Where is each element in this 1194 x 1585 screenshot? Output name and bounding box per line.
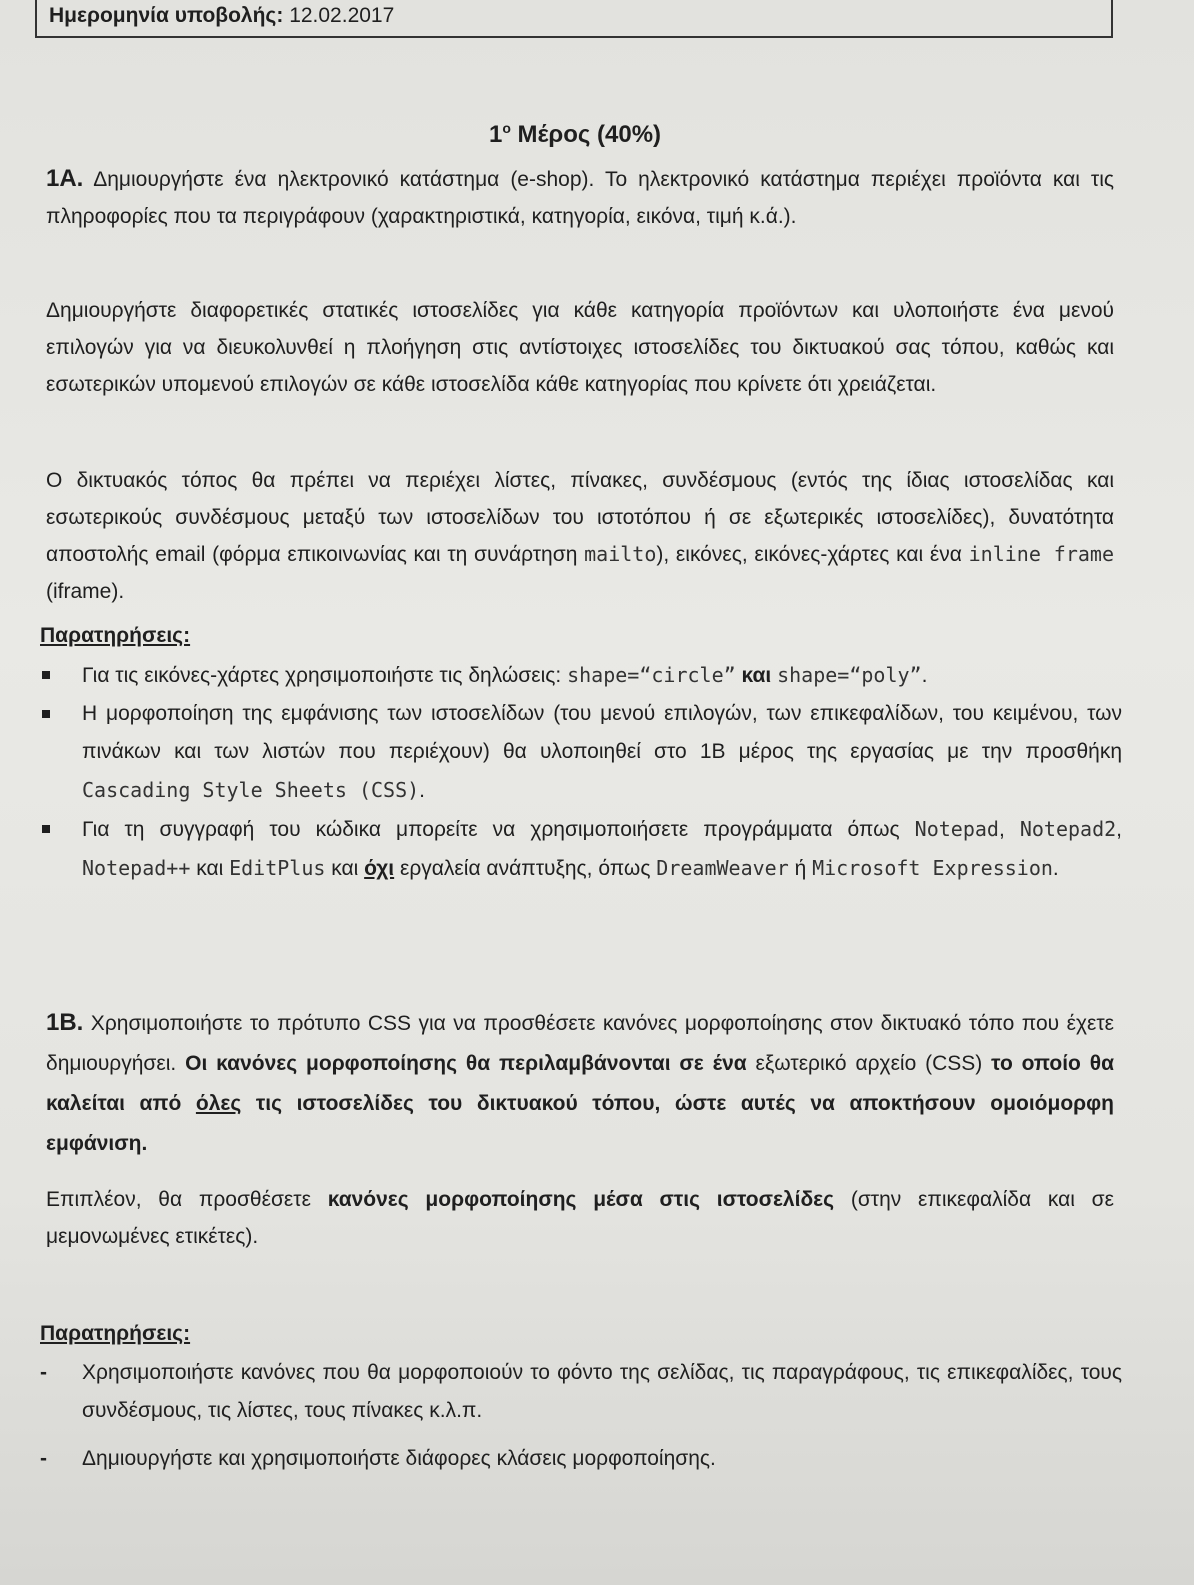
note-text: Για τις εικόνες-χάρτες χρησιμοποιήστε τις δηλώσεις: bbox=[82, 664, 568, 687]
section-1b-bold-2: το οποίο θα καλείται από bbox=[46, 1052, 1115, 1115]
section-1a-notes-title: Παρατηρήσεις: bbox=[40, 624, 191, 647]
section-1b-notes-list bbox=[40, 1354, 1122, 1478]
note-text: Η μορφοποίηση της εμφάνισης των ιστοσελίδων (του μενού επιλογών, των επικεφαλίδων, του κειμένου, των πινάκων και των λιστών που περιέχουν) θα υλοποιηθεί στο 1Β μέρος της εργασίας με την προσθήκη bbox=[82, 702, 1122, 763]
not-emphasis: όχι bbox=[364, 857, 395, 880]
note-text: και bbox=[190, 857, 230, 880]
para3-text-a: Ο δικτυακός τόπος θα πρέπει να περιέχει λίστες, πίνακες, συνδέσμους (εντός της ίδιας ιστοσελίδας και εσωτερικούς συνδέσμους μεταξύ των ιστοσελίδων του ιστοτόπου ή σε εξωτερικές ιστοσελίδες), δυνατότητα αποστολής email (φόρμα επικοινωνίας και τη συνάρτηση bbox=[46, 469, 1114, 566]
square-bullet-icon bbox=[42, 825, 50, 833]
mailto-code: mailto bbox=[584, 542, 657, 566]
part-title bbox=[0, 120, 1150, 149]
editplus-code: EditPlus bbox=[229, 856, 326, 880]
note-text: Για τη συγγραφή του κώδικα μπορείτε να χρησιμοποιήσετε προγράμματα όπως bbox=[82, 818, 915, 841]
inline-frame-code: inline frame bbox=[968, 542, 1114, 566]
section-1b-text-b: εξωτερικό αρχείο (CSS) bbox=[746, 1052, 992, 1075]
list-item bbox=[40, 695, 1122, 810]
note-text: εργαλεία ανάπτυξης, όπως bbox=[394, 857, 657, 880]
note-text: , bbox=[1116, 818, 1122, 841]
section-1a-paragraph-2: Δημιουργήστε διαφορετικές στατικές ιστοσελίδες για κάθε κατηγορία προϊόντων και υλοποιήστε ένα μενού επιλογών για να διευκολυνθεί η πλοήγηση στις αντίστοιχες ιστοσελίδες του δικτυακού σας τόπου, καθώς και εσωτερικών υπομενού επιλογών σε κάθε ιστοσελίδα κάθε κατηγορίας που κρίνετε ότι χρειάζεται. bbox=[46, 299, 1114, 396]
part-title-superscript: ο bbox=[502, 120, 511, 136]
notepadpp-code: Notepad++ bbox=[82, 856, 191, 880]
section-1a-notes-list bbox=[40, 656, 1122, 888]
part-title-number: 1 bbox=[488, 121, 503, 148]
section-1b-paragraph-2 bbox=[46, 1181, 1114, 1255]
note-text: . bbox=[419, 779, 425, 802]
css-code: Cascading Style Sheets (CSS) bbox=[82, 778, 420, 802]
section-1b-bold-3: τις ιστοσελίδες του δικτυακού τόπου, ώστε αυτές να αποκτήσουν ομοιόμορφη εμφάνιση. bbox=[46, 1092, 1114, 1155]
list-item bbox=[40, 1440, 1122, 1478]
submission-date-value: 12.02.2017 bbox=[289, 4, 395, 27]
dash-bullet-icon: - bbox=[40, 1447, 47, 1470]
para2-text-a: Επιπλέον, θα προσθέσετε bbox=[46, 1188, 328, 1211]
note-text: . bbox=[1052, 857, 1059, 880]
para2-text-b: (στην επικεφαλίδα και σε μεμονωμένες ετικέτες). bbox=[46, 1188, 1114, 1248]
section-1b-intro bbox=[46, 1003, 1114, 1164]
note-text: ή bbox=[788, 857, 813, 880]
submission-date-label: Ημερομηνία υποβολής: bbox=[49, 4, 284, 27]
submission-date-box bbox=[35, 0, 1113, 38]
para3-text-c: (iframe). bbox=[46, 580, 125, 603]
notepad-code: Notepad bbox=[914, 817, 999, 841]
part-title-text: Μέρος (40%) bbox=[510, 121, 662, 148]
section-1a-paragraph-3 bbox=[46, 462, 1114, 610]
list-item bbox=[40, 810, 1122, 888]
dreamweaver-code: DreamWeaver bbox=[656, 856, 789, 880]
note-text: Χρησιμοποιήστε κανόνες που θα μορφοποιούν το φόντο της σελίδας, τις παραγράφους, τις επικεφαλίδες, τους συνδέσμους, τις λίστες, τους πίνακες κ.λ.π. bbox=[82, 1361, 1122, 1422]
shape-poly-code: shape=“poly” bbox=[777, 663, 922, 687]
shape-circle-code: shape=“circle” bbox=[567, 663, 736, 687]
list-item bbox=[40, 656, 1122, 695]
dash-bullet-icon: - bbox=[40, 1361, 47, 1384]
section-1a-intro-text: Δημιουργήστε ένα ηλεκτρονικό κατάστημα (e-shop). Το ηλεκτρονικό κατάστημα περιέχει προϊόντα και τις πληροφορίες που τα περιγράφουν (χαρακτηριστικά, κατηγορία, εικόνα, τιμή κ.ά.). bbox=[46, 168, 1114, 228]
all-emphasis: όλες bbox=[195, 1092, 242, 1115]
note-text-bold: και bbox=[735, 664, 778, 687]
note-text: . bbox=[921, 664, 928, 687]
notepad2-code: Notepad2 bbox=[1019, 817, 1117, 841]
note-text: και bbox=[325, 857, 365, 880]
square-bullet-icon bbox=[42, 710, 50, 718]
square-bullet-icon bbox=[42, 671, 50, 679]
para3-text-b: ), εικόνες, εικόνες-χάρτες και ένα bbox=[656, 543, 969, 566]
section-1b-bold-1: Οι κανόνες μορφοποίησης θα περιλαμβάνονται σε ένα bbox=[185, 1052, 747, 1075]
note-text: Δημιουργήστε και χρησιμοποιήστε διάφορες κλάσεις μορφοποίησης. bbox=[82, 1447, 716, 1470]
section-1b-text-a: Χρησιμοποιήστε το πρότυπο CSS για να προσθέσετε κανόνες μορφοποίησης στον δικτυακό τόπο που έχετε δημιουργήσει. bbox=[46, 1012, 1114, 1075]
section-1a-number: 1Α. bbox=[46, 165, 84, 192]
section-1a-intro bbox=[46, 160, 1114, 235]
section-1b-number: 1Β. bbox=[46, 1009, 84, 1036]
para2-bold: κανόνες μορφοποίησης μέσα στις ιστοσελίδες bbox=[327, 1188, 835, 1211]
microsoft-expression-code: Microsoft Expression bbox=[812, 856, 1053, 880]
list-item bbox=[40, 1354, 1122, 1430]
note-text: , bbox=[998, 818, 1020, 841]
section-1b-notes-title: Παρατηρήσεις: bbox=[40, 1322, 191, 1345]
